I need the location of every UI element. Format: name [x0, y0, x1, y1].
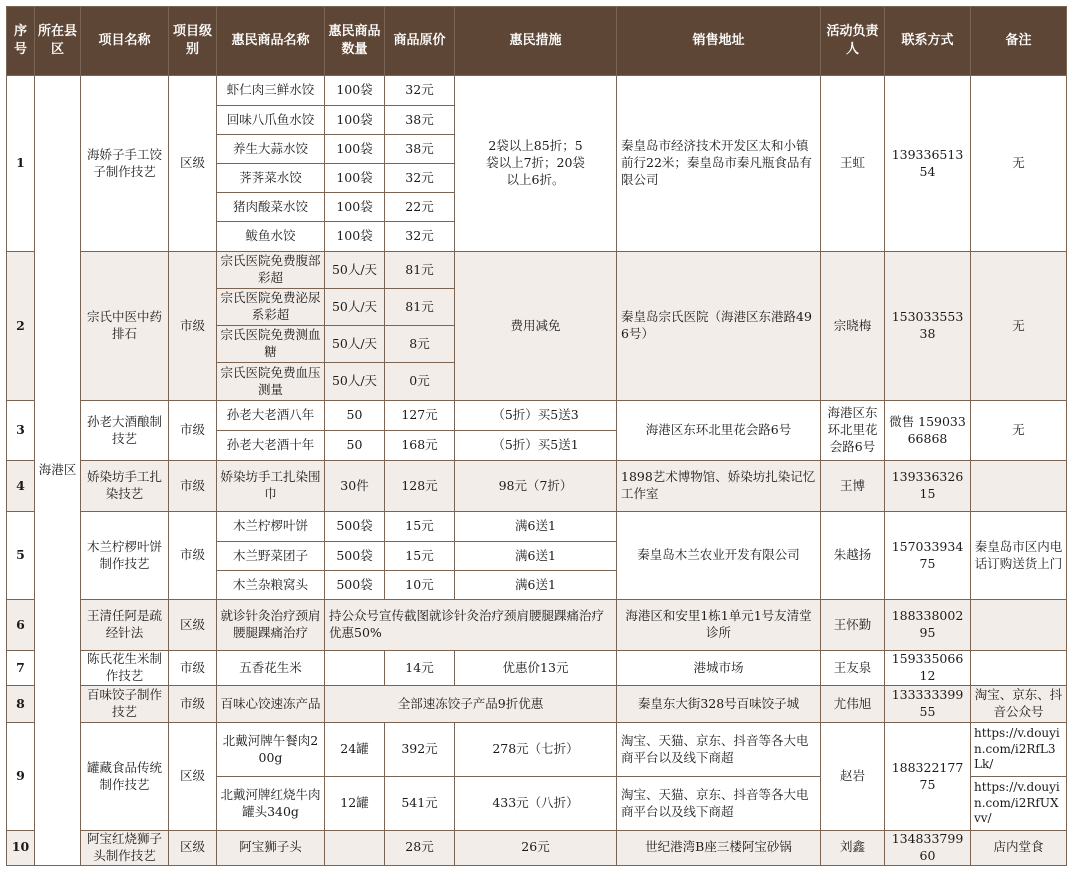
- product-price: 541元: [385, 777, 455, 831]
- project-name: 陈氏花生米制作技艺: [81, 651, 169, 686]
- project-level: 区级: [169, 76, 217, 252]
- project-name: 海娇子手工饺子制作技艺: [81, 76, 169, 252]
- product-price: 15元: [385, 542, 455, 571]
- product-name: 阿宝狮子头: [217, 831, 325, 866]
- product-name: 回味八爪鱼水饺: [217, 106, 325, 135]
- product-qty: 50: [325, 401, 385, 431]
- product-name: 北戴河牌红烧牛肉罐头340g: [217, 777, 325, 831]
- product-qty: 100袋: [325, 106, 385, 135]
- benefit-measure: 优惠价13元: [455, 651, 617, 686]
- product-name: 宗氏医院免费腹部彩超: [217, 252, 325, 289]
- benefit-measure: 全部速冻饺子产品9折优惠: [325, 686, 617, 723]
- sale-address: 1898艺术博物馆、娇染坊扎染记忆工作室: [617, 461, 821, 512]
- table-row: [7, 401, 1067, 431]
- project-name: 孙老大酒酿制技艺: [81, 401, 169, 461]
- table-row: [7, 723, 1067, 777]
- row-number: 8: [7, 686, 35, 723]
- benefit-measure: 满6送1: [455, 512, 617, 542]
- project-level: 区级: [169, 831, 217, 866]
- product-qty: 100袋: [325, 222, 385, 252]
- note: [971, 461, 1067, 512]
- note: 店内堂食: [971, 831, 1067, 866]
- product-price: 32元: [385, 222, 455, 252]
- contact: 18833800295: [885, 600, 971, 651]
- product-name: 百味心饺速冻产品: [217, 686, 325, 723]
- product-name: 北戴河牌午餐肉200g: [217, 723, 325, 777]
- project-name: 王清任阿是疏经针法: [81, 600, 169, 651]
- header-cell: 联系方式: [885, 7, 971, 76]
- product-qty: 500袋: [325, 542, 385, 571]
- sale-address: 秦皇东大街328号百味饺子城: [617, 686, 821, 723]
- header-row: [7, 7, 1067, 76]
- manager: 海港区东环北里花会路6号: [821, 401, 885, 461]
- product-name: 孙老大老酒八年: [217, 401, 325, 431]
- sale-address: 淘宝、天猫、京东、抖音等各大电商平台以及线下商超: [617, 777, 821, 831]
- product-name: 宗氏医院免费测血糖: [217, 326, 325, 363]
- product-qty: 50: [325, 431, 385, 461]
- product-name: 虾仁肉三鲜水饺: [217, 76, 325, 106]
- benefit-measure: 满6送1: [455, 571, 617, 600]
- header-cell: 惠民商品数量: [325, 7, 385, 76]
- sale-address: 秦皇岛宗氏医院（海港区东港路496号）: [617, 252, 821, 401]
- product-price: 128元: [385, 461, 455, 512]
- product-name: 宗氏医院免费血压测量: [217, 363, 325, 401]
- table-row: [7, 651, 1067, 686]
- product-price: 81元: [385, 289, 455, 326]
- product-name: 孙老大老酒十年: [217, 431, 325, 461]
- product-name: 养生大蒜水饺: [217, 135, 325, 164]
- note: 无: [971, 252, 1067, 401]
- project-name: 百味饺子制作技艺: [81, 686, 169, 723]
- row-number: 6: [7, 600, 35, 651]
- table-row: [7, 686, 1067, 723]
- manager: 王友泉: [821, 651, 885, 686]
- header-cell: 序号: [7, 7, 35, 76]
- sale-address: 海港区和安里1栋1单元1号友清堂诊所: [617, 600, 821, 651]
- product-qty: 50人/天: [325, 289, 385, 326]
- product-qty: 30件: [325, 461, 385, 512]
- project-level: 市级: [169, 651, 217, 686]
- product-price: 10元: [385, 571, 455, 600]
- contact: 18832217775: [885, 723, 971, 831]
- project-name: 娇染坊手工扎染技艺: [81, 461, 169, 512]
- table-row: [7, 831, 1067, 866]
- product-name: 五香花生米: [217, 651, 325, 686]
- product-qty: [325, 651, 385, 686]
- product-name: 木兰柠椤叶饼: [217, 512, 325, 542]
- product-qty: 24罐: [325, 723, 385, 777]
- district-cell: 海港区: [35, 76, 81, 866]
- product-name: 荠荠菜水饺: [217, 164, 325, 193]
- product-qty: 50人/天: [325, 326, 385, 363]
- note: [971, 651, 1067, 686]
- product-price: 81元: [385, 252, 455, 289]
- table-row: [7, 512, 1067, 542]
- manager: 王怀勤: [821, 600, 885, 651]
- product-name: 宗氏医院免费泌尿系彩超: [217, 289, 325, 326]
- row-number: 4: [7, 461, 35, 512]
- product-price: 38元: [385, 135, 455, 164]
- product-name: 娇染坊手工扎染围巾: [217, 461, 325, 512]
- table-row: [7, 600, 1067, 651]
- manager: 王博: [821, 461, 885, 512]
- product-qty: 12罐: [325, 777, 385, 831]
- product-price: 168元: [385, 431, 455, 461]
- header-cell: 所在县区: [35, 7, 81, 76]
- manager: 刘鑫: [821, 831, 885, 866]
- table-row: [7, 252, 1067, 289]
- row-number: 9: [7, 723, 35, 831]
- note: [971, 600, 1067, 651]
- row-number: 3: [7, 401, 35, 461]
- product-name: 木兰杂粮窝头: [217, 571, 325, 600]
- contact: 13333339955: [885, 686, 971, 723]
- project-name: 宗氏中医中药排石: [81, 252, 169, 401]
- sale-address: 海港区东环北里花会路6号: [617, 401, 821, 461]
- sale-address: 淘宝、天猫、京东、抖音等各大电商平台以及线下商超: [617, 723, 821, 777]
- product-price: 38元: [385, 106, 455, 135]
- contact: 微售 15903366868: [885, 401, 971, 461]
- project-level: 市级: [169, 401, 217, 461]
- product-name: 木兰野菜团子: [217, 542, 325, 571]
- table-container: [6, 6, 1067, 866]
- product-price: 32元: [385, 164, 455, 193]
- product-name: 猪肉酸菜水饺: [217, 193, 325, 222]
- header-cell: 项目级别: [169, 7, 217, 76]
- note: 淘宝、京东、抖音公众号: [971, 686, 1067, 723]
- project-level: 市级: [169, 686, 217, 723]
- sale-address: 港城市场: [617, 651, 821, 686]
- sale-address: 世纪港湾B座三楼阿宝砂锅: [617, 831, 821, 866]
- benefit-table: [6, 6, 1067, 866]
- product-price: 15元: [385, 512, 455, 542]
- product-qty: 100袋: [325, 164, 385, 193]
- manager: 赵岩: [821, 723, 885, 831]
- row-number: 1: [7, 76, 35, 252]
- product-price: 14元: [385, 651, 455, 686]
- product-qty: [325, 831, 385, 866]
- sale-address: 秦皇岛木兰农业开发有限公司: [617, 512, 821, 600]
- row-number: 2: [7, 252, 35, 401]
- benefit-measure: 98元（7折）: [455, 461, 617, 512]
- product-price: 8元: [385, 326, 455, 363]
- header-cell: 销售地址: [617, 7, 821, 76]
- product-price: 28元: [385, 831, 455, 866]
- project-level: 市级: [169, 512, 217, 600]
- product-qty: 100袋: [325, 193, 385, 222]
- contact: 13483379960: [885, 831, 971, 866]
- header-cell: 活动负责人: [821, 7, 885, 76]
- header-cell: 商品原价: [385, 7, 455, 76]
- row-number: 7: [7, 651, 35, 686]
- benefit-measure: （5折）买5送1: [455, 431, 617, 461]
- note-link[interactable]: https://v.douyin.com/i2RfL3Lk/: [971, 723, 1067, 777]
- note: 秦皇岛市区内电话订购送货上门: [971, 512, 1067, 600]
- contact: 15933506612: [885, 651, 971, 686]
- header-cell: 惠民商品名称: [217, 7, 325, 76]
- product-price: 392元: [385, 723, 455, 777]
- row-number: 10: [7, 831, 35, 866]
- row-number: 5: [7, 512, 35, 600]
- contact: 15303355338: [885, 252, 971, 401]
- project-level: 区级: [169, 723, 217, 831]
- project-name: 木兰柠椤叶饼制作技艺: [81, 512, 169, 600]
- manager: 宗晓梅: [821, 252, 885, 401]
- project-level: 市级: [169, 461, 217, 512]
- benefit-measure: 费用减免: [455, 252, 617, 401]
- table-row: [7, 461, 1067, 512]
- product-name: 鲅鱼水饺: [217, 222, 325, 252]
- benefit-measure: （5折）买5送3: [455, 401, 617, 431]
- manager: 朱越扬: [821, 512, 885, 600]
- benefit-measure: 433元（八折）: [455, 777, 617, 831]
- note-link[interactable]: https://v.douyin.com/i2RfUXvv/: [971, 777, 1067, 831]
- product-qty: 500袋: [325, 571, 385, 600]
- product-price: 22元: [385, 193, 455, 222]
- benefit-measure: 2袋以上85折；5袋以上7折；20袋以上6折。: [455, 76, 617, 252]
- table-row: [7, 76, 1067, 106]
- project-name: 罐藏食品传统制作技艺: [81, 723, 169, 831]
- product-qty: 500袋: [325, 512, 385, 542]
- manager: 尤伟旭: [821, 686, 885, 723]
- project-name: 阿宝红烧狮子头制作技艺: [81, 831, 169, 866]
- product-qty: 100袋: [325, 76, 385, 106]
- benefit-measure: 持公众号宣传截图就诊针灸治疗颈肩腰腿踝痛治疗优惠50%: [325, 600, 617, 651]
- project-level: 市级: [169, 252, 217, 401]
- note: 无: [971, 401, 1067, 461]
- contact: 13933632615: [885, 461, 971, 512]
- benefit-measure: 26元: [455, 831, 617, 866]
- note: 无: [971, 76, 1067, 252]
- sale-address: 秦皇岛市经济技术开发区太和小镇前行22米；秦皇岛市秦凡瓶食品有限公司: [617, 76, 821, 252]
- product-qty: 50人/天: [325, 363, 385, 401]
- product-qty: 100袋: [325, 135, 385, 164]
- manager: 王虹: [821, 76, 885, 252]
- contact: 15703393475: [885, 512, 971, 600]
- header-cell: 惠民措施: [455, 7, 617, 76]
- benefit-measure: 满6送1: [455, 542, 617, 571]
- product-qty: 50人/天: [325, 252, 385, 289]
- benefit-measure: 278元（七折）: [455, 723, 617, 777]
- product-price: 32元: [385, 76, 455, 106]
- project-level: 区级: [169, 600, 217, 651]
- product-price: 127元: [385, 401, 455, 431]
- header-cell: 项目名称: [81, 7, 169, 76]
- contact: 13933651354: [885, 76, 971, 252]
- product-name: 就诊针灸治疗颈肩腰腿踝痛治疗: [217, 600, 325, 651]
- product-price: 0元: [385, 363, 455, 401]
- header-cell: 备注: [971, 7, 1067, 76]
